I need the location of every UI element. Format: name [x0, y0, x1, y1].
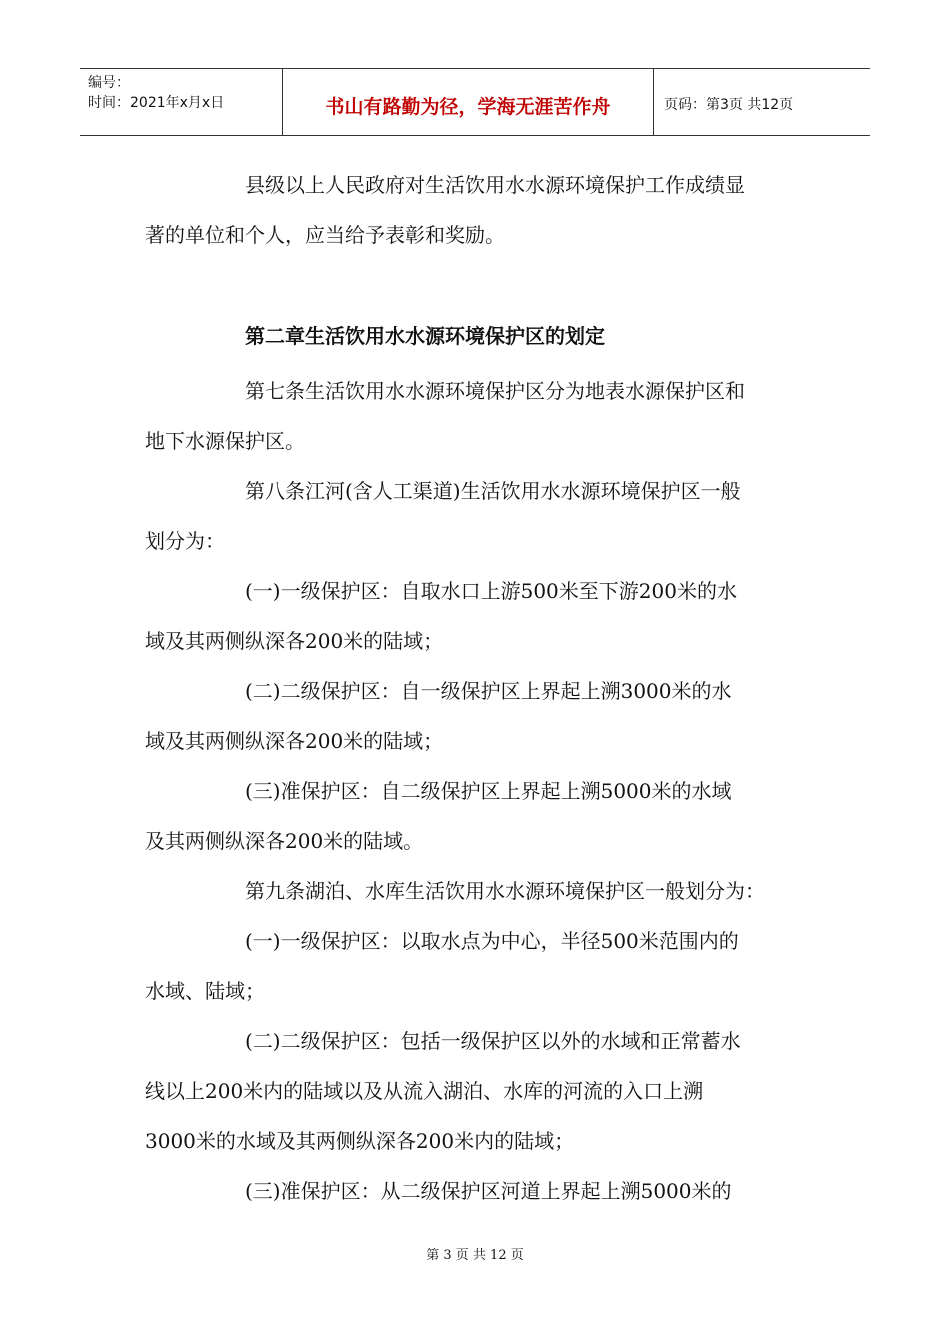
- paragraph-gap: [145, 260, 815, 306]
- paragraph-line: 域及其两侧纵深各200米的陆域；: [145, 729, 444, 753]
- paragraph-line: 线以上200米内的陆域以及从流入湖泊、水库的河流的入口上溯: [145, 1079, 704, 1103]
- paragraph-line: (二)二级保护区：自一级保护区上界起上溯3000米的水: [245, 679, 732, 703]
- paragraph-line: (一)一级保护区：以取水点为中心，半径500米范围内的: [245, 929, 739, 953]
- header-page-info: 页码：第3页 共12页: [664, 97, 794, 113]
- paragraph-line: (三)准保护区：自二级保护区上界起上溯5000米的水域: [245, 779, 732, 803]
- paragraph-line: 第七条生活饮用水水源环境保护区分为地表水源保护区和: [245, 379, 745, 403]
- chapter-heading: 第二章生活饮用水水源环境保护区的划定: [245, 324, 605, 348]
- paragraph-line: (一)一级保护区：自取水口上游500米至下游200米的水: [245, 579, 737, 603]
- header-motto: 书山有路勤为径，学海无涯苦作舟: [282, 69, 654, 135]
- page-footer: 第 3 页 共 12 页: [426, 1248, 524, 1263]
- document-date: 时间：2021年x月x日: [88, 95, 225, 111]
- paragraph-line: (二)二级保护区：包括一级保护区以外的水域和正常蓄水: [245, 1029, 741, 1053]
- paragraph-line: 第八条江河(含人工渠道)生活饮用水水源环境保护区一般: [245, 479, 741, 503]
- paragraph-line: 3000米的水域及其两侧纵深各200米内的陆域；: [145, 1129, 575, 1153]
- document-number: 编号：: [88, 75, 130, 91]
- paragraph-line: 水域、陆域；: [145, 979, 265, 1003]
- paragraph-line: 县级以上人民政府对生活饮用水水源环境保护工作成绩显: [245, 173, 745, 197]
- paragraph-line: 第九条湖泊、水库生活饮用水水源环境保护区一般划分为：: [245, 879, 765, 903]
- paragraph-line: 及其两侧纵深各200米的陆域。: [145, 829, 424, 853]
- paragraph-line: 著的单位和个人，应当给予表彰和奖励。: [145, 223, 505, 247]
- paragraph-line: 域及其两侧纵深各200米的陆域；: [145, 629, 444, 653]
- document-body: [145, 160, 815, 1216]
- header-meta: [80, 69, 282, 135]
- paragraph-line: (三)准保护区：从二级保护区河道上界起上溯5000米的: [245, 1179, 732, 1203]
- paragraph-line: 地下水源保护区。: [145, 429, 305, 453]
- paragraph-line: 划分为：: [145, 529, 225, 553]
- page-header: [80, 68, 870, 136]
